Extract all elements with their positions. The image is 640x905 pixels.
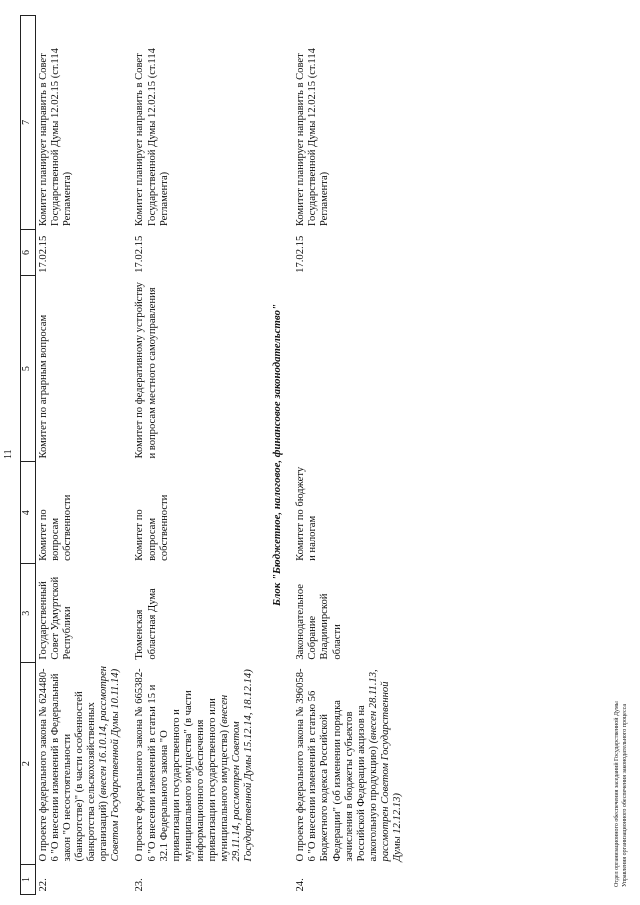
initiator: Тюменская областная Дума bbox=[134, 588, 158, 660]
date: 17.02.15 bbox=[38, 235, 49, 273]
initiator: Государственный Совет Удмуртской Республики bbox=[38, 576, 74, 660]
co-committee: Комитет по аграрным вопросам bbox=[38, 314, 49, 459]
responsible-committee: Комитет по вопросам собственности bbox=[38, 494, 74, 561]
responsible-committee: Комитет по вопросам собственности bbox=[134, 494, 170, 561]
bill-description bbox=[132, 663, 265, 865]
date: 17.02.15 bbox=[134, 235, 146, 273]
footer-line: Отдел организационного обеспечения заседаний Государственной Думы bbox=[614, 701, 620, 887]
row-number: 24. bbox=[295, 878, 307, 892]
table-row bbox=[36, 16, 133, 895]
bill-description bbox=[293, 663, 414, 865]
footer bbox=[614, 701, 629, 887]
initiator: Законодательное Собрание Владимирской области bbox=[295, 584, 343, 660]
date: 17.02.15 bbox=[295, 235, 307, 273]
column-number-row bbox=[21, 16, 36, 895]
column-number: 1 bbox=[21, 864, 36, 894]
co-committee: Комитет по федеративному устройству и вопросам местного самоуправления bbox=[134, 282, 158, 459]
decision: Комитет планирует направить в Совет Государственной Думы 12.02.15 (ст.114 Регламента) bbox=[295, 48, 331, 227]
page-number: 11 bbox=[3, 449, 14, 459]
column-number: 2 bbox=[21, 663, 36, 865]
bill-title: О проекте федерального закона № 396058-6 bbox=[295, 668, 319, 862]
responsible-committee: Комитет по бюджету и налогам bbox=[295, 466, 319, 561]
bill-body: "О внесении изменений в статью 56 Бюджетного кодекса Российской Федерации" (об изменении порядка зачисления в бюджеты субъектов Российской Федерации акцизов на алкогольную продукцию) bbox=[307, 690, 379, 862]
bill-body: "О внесении изменений в Федеральный закон "О несостоятельности (банкротстве)" (в части особенностей банкротства сельскохозяйственных организаций) bbox=[50, 673, 110, 862]
bill-title: О проекте федерального закона № 624480-6 bbox=[38, 668, 62, 862]
bill-note: (внесен 29.11.14, рассмотрен Советом Государственной Думы 15.12.14, 18.12.14) bbox=[218, 669, 254, 862]
table-row bbox=[132, 16, 265, 895]
column-number: 5 bbox=[21, 276, 36, 462]
column-number: 6 bbox=[21, 229, 36, 276]
column-number: 4 bbox=[21, 462, 36, 564]
bill-note: (внесен 16.10.14, рассмотрен Советом Государственной Думы 10.11.14) bbox=[98, 665, 122, 862]
column-number: 7 bbox=[21, 16, 36, 230]
agenda-table bbox=[20, 15, 414, 895]
table-row bbox=[293, 16, 414, 895]
block-heading-row bbox=[265, 16, 293, 895]
block-title: Блок "Бюджетное, налоговое, финансовое законодательство" bbox=[271, 303, 284, 607]
decision: Комитет планирует направить в Совет Государственной Думы 12.02.15 (ст.114 Регламента) bbox=[38, 48, 74, 227]
decision: Комитет планирует направить в Совет Государственной Думы 12.02.15 (ст.114 Регламента) bbox=[134, 48, 170, 227]
bill-body: "О внесении изменений в статьи 15 и 32.1 Федерального закона "О приватизации государственного и муниципального имущества" (в части информационного обеспечения приватизации государственного или муниципального имущества) bbox=[146, 684, 230, 862]
bill-description bbox=[36, 663, 133, 865]
row-number: 23. bbox=[134, 878, 146, 892]
footer-line: Управления организационного обеспечения законодательного процесса bbox=[621, 703, 628, 887]
bill-note: (внесен 28.11.13, рассмотрен Советом Государственной Думы 12.12.13) bbox=[367, 669, 403, 862]
bill-title: О проекте федерального закона № 665382-6 bbox=[134, 668, 158, 862]
column-number: 3 bbox=[21, 564, 36, 663]
co-committee bbox=[293, 276, 414, 462]
row-number: 22. bbox=[38, 878, 49, 892]
